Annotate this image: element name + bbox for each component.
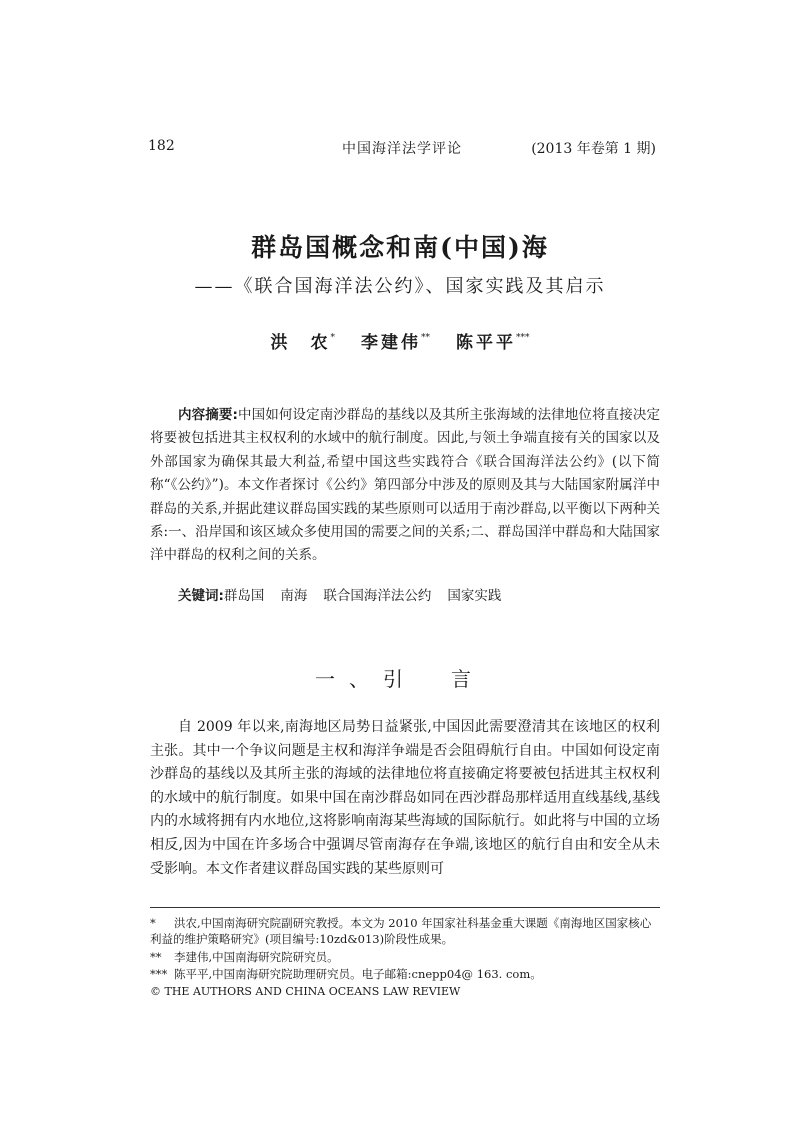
- journal-title: 中国海洋法学评论: [342, 141, 462, 157]
- author-footnote-mark: ***: [516, 333, 530, 343]
- issue-label: (2013 年卷第 1 期): [531, 141, 656, 157]
- page-number: 182: [148, 138, 175, 154]
- abstract-label: 内容摘要:: [178, 407, 238, 423]
- abstract-text: 中国如何设定南沙群岛的基线以及其所主张海域的法律地位将直接决定将要被包括进其主权权利的水域中的航行制度。因此,与领土争端直接有关的国家以及外部国家为确保其最大利益,希望中国这些实践符合《联合国海洋法公约》(以下简称“《公约》”)。本文作者探讨《公约》第四部分中涉及的原则及其与大陆国家附属洋中群岛的关系,并据此建议群岛国实践的某些原则可以适用于南沙群岛,以平衡以下两种关系:一、沿岸国和该区域众多使用国的需要之间的关系;二、群岛国洋中群岛和大陆国家洋中群岛的权利之间的关系。: [150, 407, 660, 564]
- article-title: 群岛国概念和南(中国)海: [251, 233, 549, 262]
- author-name: 李建伟: [361, 333, 421, 353]
- running-header: [148, 138, 656, 158]
- keyword: 南海: [280, 588, 308, 604]
- footnote: [150, 949, 660, 965]
- keywords-label: 关键词:: [178, 588, 224, 604]
- footnote: [150, 915, 660, 947]
- keyword: 国家实践: [447, 588, 502, 604]
- body-text: [150, 716, 660, 881]
- abstract: [150, 404, 660, 568]
- author-name: 洪 农: [270, 333, 331, 353]
- author-footnote-mark: *: [330, 333, 335, 343]
- copyright-line: © THE AUTHORS AND CHINA OCEANS LAW REVIEW: [150, 985, 461, 998]
- section-heading: 一、引 言: [315, 667, 485, 691]
- keywords: [178, 584, 668, 604]
- keyword: 群岛国: [223, 588, 265, 604]
- footnote-divider: [150, 907, 660, 908]
- body-paragraph: 自 2009 年以来,南海地区局势日益紧张,中国因此需要澄清其在该地区的权利主张。其中一个争议问题是主权和海洋争端是否会阻碍航行自由。中国如何设定南沙群岛的基线以及其所主张的海域的法律地位将直接确定将要被包括进其主权权利的水域中的航行制度。如果中国在南沙群岛如同在西沙群岛那样适用直线基线,基线内的水域将拥有内水地位,这将影响南海某些海域的国际航行。如此将与中国的立场相反,因为中国在许多场合中强调尽管南海存在争端,该地区的航行自由和安全从未受影响。本文作者建议群岛国实践的某些原则可: [150, 719, 660, 877]
- author-line: [0, 328, 800, 353]
- keyword: 联合国海洋法公约: [323, 588, 432, 604]
- article-subtitle: ——《联合国海洋法公约》、国家实践及其启示: [194, 276, 606, 297]
- author-name: 陈平平: [456, 333, 516, 353]
- footnote-text: 洪农,中国南海研究院副研究教授。本文为 2010 年国家社科基金重大课题《南海地区国家核心利益的维护策略研究》(项目编号:10zd&013)阶段性成果。: [150, 916, 652, 946]
- footnote-mark: *: [150, 916, 156, 930]
- footnote-mark: ***: [150, 967, 168, 981]
- footnote-text: 李建伟,中国南海研究院研究员。: [174, 950, 339, 964]
- footnote-text: 陈平平,中国南海研究院助理研究员。电子邮箱:cnepp04@ 163. com。: [174, 967, 542, 981]
- author-footnote-mark: **: [421, 333, 430, 343]
- footnote-mark: **: [150, 950, 162, 964]
- footnote: [150, 966, 660, 982]
